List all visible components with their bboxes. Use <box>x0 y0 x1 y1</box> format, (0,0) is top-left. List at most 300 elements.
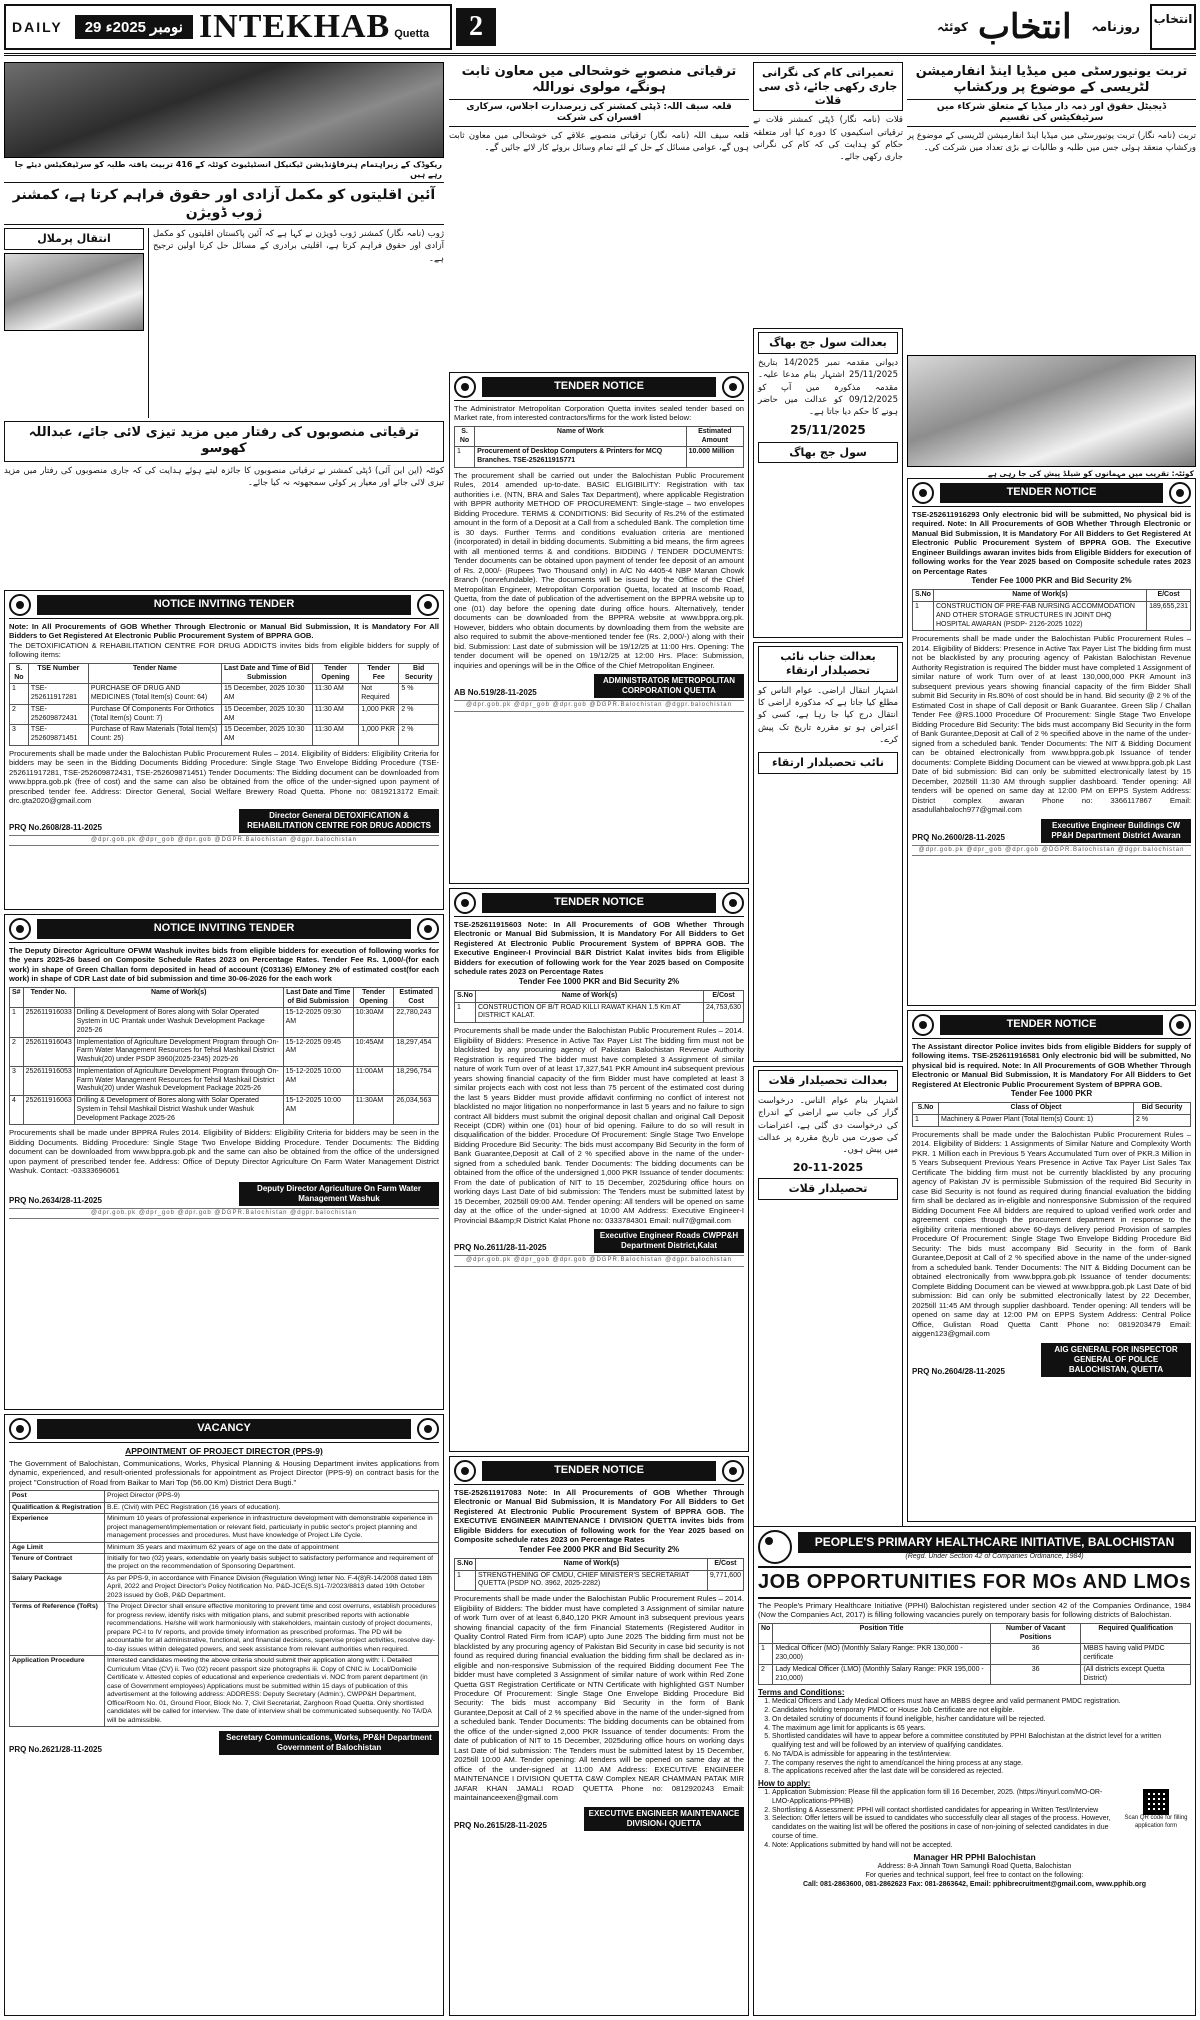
dept-seal-icon <box>1169 482 1191 504</box>
table-row <box>10 1502 439 1513</box>
graduation-photo <box>4 62 444 158</box>
ad-awaran-table <box>912 589 1191 631</box>
ad-vacancy-title: VACANCY <box>37 1419 411 1439</box>
ad-police-prq: PRQ No.2604/28-11-2025 <box>912 1366 1005 1376</box>
col2-news <box>449 62 749 368</box>
social-strip: @dpr.gob.pk @dpr_gob @dpr.gob @DGPR.Balochistan @dgpr.balochistan <box>454 700 744 712</box>
ad-awaran-sign: Executive Engineer Buildings CW PP&H Department District Awaran <box>1041 819 1191 843</box>
col-header: Name of Work <box>475 426 687 447</box>
pphi-terms-title: Terms and Conditions: <box>758 1688 845 1698</box>
table-cell: Lady Medical Officer (LMO) (Monthly Salary Range: PKR 195,000 - 210,000) <box>773 1664 990 1685</box>
ad-vacancy-head <box>9 1418 439 1443</box>
qr-code-icon[interactable] <box>1143 1789 1169 1815</box>
ad-vacancy-prq: PRQ No.2621/28-11-2025 <box>9 1745 102 1755</box>
pphi-apply-row <box>758 1789 1191 1850</box>
table-row <box>10 1037 439 1066</box>
pphi-org: PEOPLE'S PRIMARY HEALTHCARE INITIATIVE, BALOCHISTAN <box>798 1532 1191 1553</box>
table-cell: Interested candidates meeting the above criteria should submit their application along with: i. Detailed Curriculum Vitae (CV) ii. Two (02) recent passport size photographs iii. Copy of CNIC iv. Local/Domicile Certificate v. Attested copies of educational and experience credentials vi. NOC from parent department (in case of Government employees) Applications must be submitted within 15 days of publication of this advertisement at the following address: ADDRESS: Deputy Secretary (Admin:), CWPP&H Department, Office/Room No. 01, Ground Floor, Block No. 7, Civil Secretariat, Zarghoon Road Quetta. Only shortlisted candidates will be called for interview. The date of interview shall be communicated subsequently. No TA/DA will be admissible. <box>105 1656 439 1727</box>
col-header: E/Cost <box>707 1558 743 1570</box>
obituary-photo <box>4 253 144 331</box>
table-cell: 3 <box>10 1066 24 1095</box>
list-item: 2. Candidates holding temporary PMDC or House Job Certificate are not eligible. <box>772 1707 1191 1716</box>
col4-subhead: ڈیجیٹل حقوق اور ذمہ دار میڈیا کے متعلق شرکاء میں سرٹیفکیٹس کی تقسیم <box>907 100 1196 128</box>
ad-police-table <box>912 1102 1191 1127</box>
table-row <box>913 602 1191 631</box>
court2-text: اشتہار انتقال اراضی۔ عوام الناس کو مطلع کیا جاتا ہے کہ مذکورہ اراضی کا انتقال درج کیا جا رہا ہے، کسی کو اعتراض ہو تو مقررہ تاریخ تک پیش کرے۔ <box>758 685 898 745</box>
table-cell: 11:30 AM <box>312 725 358 746</box>
table-cell: 11:00AM <box>353 1066 394 1095</box>
table-cell: 18,297,454 <box>394 1037 439 1066</box>
table-cell: Project Director (PPS-9) <box>105 1491 439 1502</box>
ad-vacancy-intro: The Government of Balochistan, Communications, Works, Physical Planning & Housing Department invites applications from dynamic, experienced, and result-oriented professionals for appointment as Project Director (PPS-9) on contract basis for the project "Construction of Road from Baikar to Mari Top (56.00 Km) District Dera Bugti." <box>9 1458 439 1487</box>
pphi-title: JOB OPPORTUNITIES FOR MOs AND LMOs <box>758 1566 1191 1599</box>
ad-maint-prq: PRQ No.2615/28-11-2025 <box>454 1820 547 1830</box>
social-strip: @dpr.gob.pk @dpr_gob @dpr.gob @DGPR.Balochistan @dgpr.balochistan <box>454 1255 744 1267</box>
list-item: 5. Shortlisted candidates will have to appear before a committee constituted by PPHI Balochistan at the district level for a written qualifying test and will be followed by an interview of qualifying candidates. <box>772 1733 1191 1751</box>
col1-headline1: آئین اقلیتوں کو مکمل آزادی اور حقوق فراہم کرتا ہے، کمشنر ژوب ڈویژن <box>4 185 444 225</box>
ad-kalat <box>449 888 749 1452</box>
col-header: Tender Fee <box>359 663 399 684</box>
ad-maint <box>449 1456 749 2016</box>
table-cell: 1 <box>10 684 29 705</box>
table-cell: 11:30 AM <box>312 684 358 705</box>
pphi-header <box>758 1530 1191 1564</box>
table-row <box>10 1096 439 1125</box>
gob-seal-icon <box>912 482 934 504</box>
list-item: 1. Medical Officers and Lady Medical Officers must have an MBBS degree and valid permanent PMDC registration. <box>772 1698 1191 1707</box>
table-cell: 9,771,600 <box>707 1570 743 1591</box>
gob-seal-icon <box>912 1014 934 1036</box>
table-row <box>10 1542 439 1553</box>
col-header: Last Date and Time of Bid Submission <box>221 663 312 684</box>
table-cell: 15 December, 2025 10:30 AM <box>221 684 312 705</box>
col1-text2: کوئٹہ (این این آئی) ڈپٹی کمشنر نے ترقیاتی منصوبوں کا جائزہ لیتے ہوئے ہدایت کی کہ جاری منصوبوں کی رفتار میں مزید تیزی لائی جائے اور معیار پر کوئی سمجھوتہ نہ کیا جائے۔ <box>4 465 444 488</box>
ad-detox-head <box>9 594 439 619</box>
col2-subhead: قلعہ سیف اللہ: ڈپٹی کمشنر کی زیرصدارت اجلاس، سرکاری افسران کی شرکت <box>449 100 749 128</box>
table-cell: Minimum 35 years and maximum 62 years of age on the date of appointment <box>105 1542 439 1553</box>
col-header: S. No <box>10 663 29 684</box>
pphi-reg: (Regd. Under Section 42 of Companies Ordinance, 1984) <box>905 1553 1084 1561</box>
ceremony-photo <box>907 355 1196 467</box>
table-cell: 2 % <box>399 725 439 746</box>
ad-agri-intro: The Deputy Director Agriculture OFWM Washuk invites bids from eligible bidders for execution of following works for the years 2025-26 based on Composite Schedule Rates 2023 on Percentage Rates. Tender Fee Rs. 1,000/-(for each work) in shape of Green Challan form deposited in head of account (C03136) E/Money 2% of estimated cost(for each work) in shape of CDR Last date of bid submission and time 30-06-2026 for the each work <box>9 946 439 984</box>
dept-seal-icon <box>1169 1014 1191 1036</box>
table-cell: 11:30AM <box>353 1096 394 1125</box>
table-cell: 5 % <box>399 684 439 705</box>
ad-mcq <box>449 372 749 884</box>
col-header: Bid Security <box>399 663 439 684</box>
col-header: S.No <box>913 590 934 602</box>
col-header: Tender Name <box>88 663 221 684</box>
table-header <box>759 1623 1191 1644</box>
ad-maint-footer <box>454 1807 744 1831</box>
ad-kalat-intro: TSE-252611915603 Note: In All Procurements of GOB Whether Through Electronic or Manual Bid Submission, It is Mandatory For All Bidders to Get Registered At Electronic Public Procurement System of BPPRA GOB. The Executive Engineer-I Provincial B&R District Kalat invites bids from Eligible Bidders for execution of following work for the Year 2025 based on Composite schedule rates 2023 on Percentage Rates <box>454 920 744 977</box>
ad-vacancy <box>4 1414 444 2016</box>
ad-agri <box>4 914 444 1410</box>
table-cell: Salary Package <box>10 1573 105 1601</box>
ad-vacancy-subtitle: APPOINTMENT OF PROJECT DIRECTOR (PPS-9) <box>125 1446 323 1456</box>
social-strip: @dpr.gob.pk @dpr_gob @dpr.gob @DGPR.Balochistan @dgpr.balochistan <box>9 835 439 847</box>
court-notice-1 <box>753 328 903 638</box>
table-cell: 1 <box>10 1008 24 1037</box>
ad-police-body: Procurements shall be made under the Balochistan Public Procurement Rules – 2014. Eligibility of Bidders: 1 Assignments of Similar Nature and Complexity Worth PKR. 1 Million each in Previous 5 Years Accumulated Turn over of PKR.3 Million in 5 Years Subsequent Previous Years Presence in Active Tax Payer List Sales Tax Certificate The bidding firm must not be currently blacklisted by any procuring agency of Pakistan JV is permissible Submission of the required Bid Security in case Bid Security is not found as required during financial evaluation the bidding firm shall be declared as in-eligible and nonresponsive Submission of the required Bidding Document Fee All bidders are required to upload verified work order and agreement copies through the procurement department in response to the eligibility criteria mentioned above 60-days delivery period Provision of samples Procedure Of Procurement: Single Stage Two Envelope Bidding Procedure Bid Security: The bids must accompany Bid Security in the form of Bank Gurantee,Deposit at Call of 2 % specified above in the name of the under-signed from a scheduled bank. Tender Documents: The NIT & Bidding Document can be obtained electronically from www.bppra.gob.pk Issuance of tender documents: Complete Bidding Document can be viewed at www.bppra.gob.pk Last Date of bid submission: Bid can only be submitted electronically latest by 22 December, 2025till 11:45 AM through supplier dashboard. Tender opening: All tenders will be opened on same day at 12:00 PM on EPPS System Address: Central Police Office, Gulistan Road Quetta Cantt Phone no: 0819203479 Email: aiggen123@gmail.com <box>912 1129 1191 1339</box>
table-cell: 1 <box>455 447 475 468</box>
list-item: 6. No TA/DA is admissible for appearing in the test/interview. <box>772 1751 1191 1760</box>
social-strip: @dpr.gob.pk @dpr_gob @dpr.gob @DGPR.Balochistan @dgpr.balochistan <box>912 845 1191 857</box>
table-header <box>455 1558 744 1570</box>
col2-headline: ترقیاتی منصوبے خوشحالی میں معاون ثابت ہونگے، مولوی نوراللہ <box>449 62 749 100</box>
ad-vacancy-table <box>9 1490 439 1727</box>
masthead-logo: انتخاب <box>1150 4 1196 50</box>
table-cell: Purchase of Raw Materials (Total Item(s) Count: 25) <box>88 725 221 746</box>
ad-maint-intro: TSE-252611917083 Note: In All Procurements of GOB Whether Through Electronic or Manual Bid Submission, It is Mandatory For All Bidders to Get Registered At Electronic Public Procurement System of BPPRA GOB. The EXECUTIVE ENGINEER MAINTENANCE I DIVISION QUETTA invites bids from Eligible Bidders for execution of following work for the Year 2025 based on Composite schedule rates 2023 on Percentage Rates <box>454 1488 744 1545</box>
ad-awaran <box>907 478 1196 1006</box>
list-item: 1. Application Submission: Please fill the application form till 16 December, 2025. (https://tinyurl.com/MO-OR-LMO-Applications-PPHIB) <box>772 1789 1117 1807</box>
court3-sign: تحصیلدار قلات <box>758 1178 898 1200</box>
col-header: Required Qualification <box>1081 1623 1191 1644</box>
table-cell: STRENGTHENING OF CMDU, CHIEF MINISTER'S SECRETARIAT QUETTA (PSDP NO. 3962, 2025-2282) <box>475 1570 707 1591</box>
col-header: Name of Work(s) <box>475 1558 707 1570</box>
col3-news <box>753 62 903 1522</box>
table-cell: (All districts except Quetta District) <box>1081 1664 1191 1685</box>
pphi-intro: The People's Primary Healthcare Initiative (PPHI) Balochistan registered under section 42 of the Companies Ordinance, 1984 (Now the Companies Act, 2017) is filling following vacancies purely on temporary basis for following districts of Balochistan. <box>758 1601 1191 1620</box>
ad-maint-table <box>454 1558 744 1591</box>
ad-detox-body: Procurements shall be made under the Balochistan Public Procurement Rules – 2014. Eligibility of Bidders: Eligibility Criteria for bidders may be seen in the Bidding Documents Bidding Procedure: Single Stage Two Envelope Bidding Procedure (TSE-252611917281, TSE-252609872431, TSE-252609871451) Tender Documents: The Bidding document can be downloaded from www.bppra.gob.pk (free of cost) and the same can also be obtained from the office of the under-signed upon payment of prescribed tender fee. Address: Director General, Social Welfare Brewery Road Quetta. Phone no: 0819213172 Email: drc.gta2020@gmail.com <box>9 748 439 806</box>
ad-agri-table <box>9 987 439 1126</box>
ad-awaran-intro: TSE-252611916293 Only electronic bid will be submitted, No physical bid is required. Note: In All Procurements of GOB Whether Through Electronic or Manual Bid Submission, It is Mandatory For All Bidders to Get Registered At Electronic Public Procurement System of BPPRA GOB. The Executive Engineer Buildings awaran invites bids from Eligible Bidders for execution of following works for the Year 2025 based on Composite schedule rates 2023 on Percentage Rates <box>912 510 1191 576</box>
list-item: 3. On detailed scrutiny of documents if found ineligible, his/her candidature will be rejected. <box>772 1716 1191 1725</box>
table-row <box>455 1002 744 1023</box>
table-cell: Drilling & Development of Bores along with Solar Operated System in Tehsil Mashkail District Washuk under Washuk Development Package 2025-26 <box>74 1096 283 1125</box>
ad-agri-body: Procurements shall be made under BPPRA Rules 2014. Eligibility of Bidders: Eligibility Criteria for bidders may be seen in the Bidding Documents. Bidding Procedure: Single Stage Two Envelope Bidding Procedure. Tender Documents: The Bidding document can be downloaded from www.bppra.gob.pk and the same can also be obtained from the office of the undersigned upon payment of prescribed tender fee. Address: Office of Deputy Director Agriculture On Farm Water Management District Washuk. Contact: -03333696061 <box>9 1128 439 1176</box>
pphi-apply <box>758 1789 1117 1850</box>
court1-sign: سول جج بھاگ <box>758 442 898 464</box>
masthead-date: 29 نومبر 2025ء <box>75 15 193 39</box>
table-cell: 2 <box>759 1664 773 1685</box>
ad-pphi <box>753 1526 1196 2016</box>
col-header: Position Title <box>773 1623 990 1644</box>
table-cell: Application Procedure <box>10 1656 105 1727</box>
ad-mcq-prq: AB No.519/28-11-2025 <box>454 688 537 698</box>
table-header <box>10 987 439 1008</box>
table-cell: 1 <box>759 1644 773 1665</box>
table-cell: 15-12-2025 10:00 AM <box>283 1096 353 1125</box>
gob-seal-icon <box>9 1418 31 1440</box>
ad-mcq-head <box>454 376 744 401</box>
pphi-sign: Manager HR PPHI Balochistan <box>913 1852 1036 1863</box>
table-cell: 18,296,754 <box>394 1066 439 1095</box>
col4-headline: تربت یونیورسٹی میں میڈیا اینڈ انفارمیشن لٹریسی کے موضوع پر ورکشاپ <box>907 62 1196 100</box>
table-row <box>10 725 439 746</box>
masthead-urdu <box>500 4 1196 50</box>
table-cell: 252611916053 <box>23 1066 74 1095</box>
col-header: Last Date and Time of Bid Submission <box>283 987 353 1008</box>
table-cell: Drilling & Development of Bores along with Solar Operated System in UC Prantak under Washuk Development Package 2025-26 <box>74 1008 283 1037</box>
table-cell: 15 December, 2025 10:30 AM <box>221 704 312 725</box>
court1-date: 25/11/2025 <box>790 422 866 437</box>
table-header <box>913 590 1191 602</box>
table-cell: The Project Director shall ensure effective monitoring to prevent time and cost overruns, establish procedures for progress review, identify risks with mitigation plans, and submit prescribed reports with actionable recommendations. He/she will work harmoniously with stakeholders, maintain custody of project documents, prepare PC-I to IV reports, and provide timely information as prescribed proformas. The PD will be accountable for all administrative, functional, and financial decisions, supervise project activities, resolve day-to-day issues within delegated powers, and seek assistance from relevant authorities when required. <box>105 1602 439 1656</box>
table-cell: Initially for two (02) years, extendable on yearly basis subject to satisfactory performance and requirement of the project on the recommendation of Sponsoring Department. <box>105 1553 439 1573</box>
table-cell: Not Required <box>359 684 399 705</box>
gob-seal-icon <box>9 918 31 940</box>
table-cell: 10:45AM <box>353 1037 394 1066</box>
col-header: Class of Object <box>939 1103 1134 1115</box>
ad-agri-prq: PRQ No.2634/28-11-2025 <box>9 1195 102 1205</box>
table-cell: CONSTRUCTION OF B/T ROAD KILLI RAWAT KHAN 1.5 Km AT DISTRICT KALAT. <box>475 1002 703 1023</box>
ad-awaran-prq: PRQ No.2600/28-11-2025 <box>912 832 1005 842</box>
table-row <box>10 1656 439 1727</box>
table-row <box>759 1644 1191 1665</box>
table-cell: CONSTRUCTION OF PRE-FAB NURSING ACCOMMODATION AND OTHER STORAGE STRUCTURES IN JOINT DHQ HOSPITAL AWARAN (PSDP- 2126-2025 1022) <box>933 602 1146 631</box>
table-header <box>455 990 744 1002</box>
table-cell: 36 <box>990 1644 1081 1665</box>
dept-seal-icon <box>417 594 439 616</box>
list-item: 3. Selection: Offer letters will be issued to candidates who successfully clear all stages of the process. However, candidates on the waiting list will be offered the positions in case of non-joining of selected candidates in due course of time. <box>772 1815 1117 1841</box>
pphi-logo-icon <box>758 1530 792 1564</box>
dept-seal-icon <box>417 1418 439 1440</box>
ad-agri-head <box>9 918 439 943</box>
ad-kalat-head <box>454 892 744 917</box>
table-row <box>10 1491 439 1502</box>
ad-awaran-head <box>912 482 1191 507</box>
table-header <box>913 1103 1191 1115</box>
court3-text: اشتہار بنام عوام الناس۔ درخواست گزار کی جانب سے اراضی کے اندراج کی درخواست دی گئی ہے، اعتراضات کی صورت میں تاریخ مقررہ پر عدالت میں پیش ہوں۔ <box>758 1096 898 1156</box>
table-cell: Minimum 10 years of professional experience in infrastructure development with demonstrable experience in project management/implementation or relevant field, particularly in public sector's project planning and management processes and procedures. Must have knowledge of Project Life Cycle. <box>105 1514 439 1542</box>
list-item: 2. Shortlisting & Assessment: PPHI will contact shortlisted candidates for appearing in Written Test/Interview <box>772 1807 1117 1816</box>
col-header: Name of Work(s) <box>475 990 703 1002</box>
ad-kalat-body: Procurements shall be made under the Balochistan Public Procurement Rules – 2014. Eligibility of Bidders: Presence in Active Tax Payer List The bidding firm must not be blacklisted by any procuring agency of Pakistan Balochistan Revenue Authority Registration is required The bidder must have completed 3 Assignment of similar nature of work Turn over of at least 17,327,541 PKR Amount in4 subsequent previous years showing financial capacity of the firm Bidder must have completed at least 3 similar projects each with cost not less than 75 percent of the estimated cost during the last 5 years Bidder must provide affidavit confirming no conflict of interest not blacklisted no major litigation no nonperformance in last 5 years and no failure to sign contract All bidders must submit the original deposit challan and original Call Deposit Receipt (CDR) within one (01) hour of bid opening. Failure to do so will result in disqualification of the bidder. Procedure Of Procurement: Single Stage Two Envelope Bidding Procedure Bid Security: The bids must accompany Bid Security in the form of Bank Guarantee,Deposit at Call of 2 % specified above in the name of the under-signed from a scheduled bank. Tender Documents: The bidding documents can be obtained from the office of the undersigned 1,000 PKR Issuance of tender documents: From the date of publication of NIT to 15 December, 2025during office hours on working days Last Date of bid submission: The Tenders must be submitted latest by 15 December, 2025till 09:00 AM. Tender opening: All tenders will be opened on same day at the office of the under-signed at 10:00 AM Address: Executive Engineer-I Provincial B&amp;R District Kalat Phone no: 0333784301 Email: null7@gmail.com <box>454 1026 744 1225</box>
ad-detox-title: NOTICE INVITING TENDER <box>37 595 411 615</box>
gob-seal-icon <box>9 594 31 616</box>
table-row <box>10 704 439 725</box>
table-cell: Post <box>10 1491 105 1502</box>
table-cell: 252611916043 <box>23 1037 74 1066</box>
ad-police-sign: AIG GENERAL FOR INSPECTOR GENERAL OF POLICE BALOCHISTAN, QUETTA <box>1041 1343 1191 1377</box>
col-header: Name of Work(s) <box>933 590 1146 602</box>
table-cell: 252611916063 <box>23 1096 74 1125</box>
pphi-apply-title: How to apply: <box>758 1779 811 1789</box>
table-cell: Qualification & Registration <box>10 1502 105 1513</box>
table-cell: 15 December, 2025 10:30 AM <box>221 725 312 746</box>
ad-vacancy-footer <box>9 1731 439 1755</box>
table-row <box>10 1602 439 1656</box>
masthead-urdu-daily: روزنامہ <box>1091 19 1140 35</box>
list-item: 7. The company reserves the right to amend/cancel the hiring process at any stage. <box>772 1760 1191 1769</box>
table-cell: PURCHASE OF DRUG AND MEDICINES (Total Item(s) Count: 64) <box>88 684 221 705</box>
table-cell: TSE-252609871451 <box>28 725 88 746</box>
col3-text: قلات (نامہ نگار) ڈپٹی کمشنر قلات نے ترقیاتی اسکیموں کا دورہ کیا اور متعلقہ حکام کو ہدایت کی کہ کام کی نگرانی جاری رکھی جائے۔ <box>753 115 903 163</box>
obituary <box>4 228 144 418</box>
table-cell: 15-12-2025 09:30 AM <box>283 1008 353 1037</box>
court-notice-2 <box>753 642 903 1062</box>
table-cell: 1,000 PKR <box>359 704 399 725</box>
col-header: Tender Opening <box>312 663 358 684</box>
col1-headline2: ترقیاتی منصوبوں کی رفتار میں مزید تیزی لائی جائے، عبداللہ کھوسو <box>4 421 444 462</box>
col-header: Number of Vacant Positions <box>990 1623 1081 1644</box>
court1-title: بعدالت سول جج بھاگ <box>758 332 898 354</box>
ad-detox-intro: Note: In All Procurements of GOB Whether Through Electronic or Manual Bid Submission, It is Mandatory For All Bidders to Get Registered At Electronic Public Procurement System of BPPRA GOB. <box>9 622 439 641</box>
table-cell: Machinery & Power Plant (Total Item(s) Count: 1) <box>939 1115 1134 1127</box>
table-cell: 4 <box>10 1096 24 1125</box>
col-header: E/Cost <box>1147 590 1191 602</box>
court3-date: 20-11-2025 <box>792 1160 864 1174</box>
pphi-phones: Call: 081-2863600, 081-2862623 Fax: 081-2863642, Email: pphibrecruitment@gmail.com, www.pphib.org <box>802 1880 1147 1888</box>
col4-text: تربت (نامہ نگار) تربت یونیورسٹی میں میڈیا اینڈ انفارمیشن لٹریسی کے موضوع پر ورکشاپ منعقد ہوئی جس میں طلبہ و طالبات نے بڑی تعداد میں شرکت کی۔ <box>907 131 1196 154</box>
table-cell: 189,655,231 <box>1147 602 1191 631</box>
table-cell: 36 <box>990 1664 1081 1685</box>
ad-maint-sign: EXECUTIVE ENGINEER MAINTENANCE DIVISION-I QUETTA <box>584 1807 744 1831</box>
ad-detox-table <box>9 663 439 746</box>
list-item: 4. The maximum age limit for applicants is 65 years. <box>772 1725 1191 1734</box>
col-header: Bid Security <box>1134 1103 1191 1115</box>
col-header: TSE Number <box>28 663 88 684</box>
table-cell: 24,753,630 <box>703 1002 743 1023</box>
col3-headline: تعمیراتی کام کی نگرانی جاری رکھی جائے، ڈی سی قلات <box>753 62 903 111</box>
table-cell: 15-12-2025 10:00 AM <box>283 1066 353 1095</box>
col1-text1: ژوب (نامہ نگار) کمشنر ژوب ڈویژن نے کہا ہے کہ آئین پاکستان اقلیتوں کو مکمل آزادی اور حقوق فراہم کرتا ہے، اقلیتی برادری کے مسائل حل کرنا اولین ترجیح ہے۔ <box>148 228 444 418</box>
ad-awaran-title: TENDER NOTICE <box>940 483 1163 503</box>
dept-seal-icon <box>722 892 744 914</box>
ad-detox-prq: PRQ No.2608/28-11-2025 <box>9 822 102 832</box>
ad-kalat-sign: Executive Engineer Roads CWPP&H Department District,Kalat <box>594 1229 744 1253</box>
dept-seal-icon <box>417 918 439 940</box>
col-header: S.No <box>455 990 476 1002</box>
table-cell: MBBS having valid PMDC certificate <box>1081 1644 1191 1665</box>
table-cell: Terms of Reference (ToRs) <box>10 1602 105 1656</box>
table-cell: 10:30AM <box>353 1008 394 1037</box>
table-cell: TSE-252611917281 <box>28 684 88 705</box>
list-item: 4. Note: Applications submitted by hand will not be accepted. <box>772 1842 1117 1851</box>
ad-police-intro: The Assistant director Police invites bids from eligible Bidders for supply of following items. TSE-252611916581 Only electronic bid will be submitted, No physical bid is required. Note: In All Procurements of GOB Whether Through Electronic or Manual Bid Submission, It is Mandatory For All Bidders to Get Registered At Electronic Public Procurement System of BPPRA GOB. <box>912 1042 1191 1089</box>
ad-police <box>907 1010 1196 1522</box>
pphi-contact: For queries and technical support, feel free to contact on the following: <box>865 1871 1084 1879</box>
ad-kalat-fee: Tender Fee 1000 PKR and Bid Security 2% <box>518 976 680 986</box>
ad-detox-sign: Director General DETOXIFICATION & REHABILITATION CENTRE FOR DRUG ADDICTS <box>239 809 439 833</box>
table-cell: 3 <box>10 725 29 746</box>
table-cell: 1 <box>455 1002 476 1023</box>
court2-sign: نائب تحصیلدار ارتقاء <box>758 752 898 774</box>
masthead-urdu-city: کوئٹہ <box>937 20 969 34</box>
table-row <box>455 447 744 468</box>
col-header: Name of Work(s) <box>74 987 283 1008</box>
ad-mcq-sign: ADMINISTRATOR METROPOLITAN CORPORATION QUETTA <box>594 674 744 698</box>
table-cell: 10.000 Million <box>686 447 743 468</box>
table-row <box>10 1553 439 1573</box>
gob-seal-icon <box>454 1460 476 1482</box>
ad-detox-intro2: The DETOXIFICATION & REHABILITATION CENTRE FOR DRUG ADDICTS invites bids from eligible bidders for supply of following items: <box>9 640 439 660</box>
col2-text: قلعہ سیف اللہ (نامہ نگار) ترقیاتی منصوبے علاقے کی خوشحالی میں معاون ثابت ہوں گے، عوامی مسائل کے حل کے لئے تمام وسائل بروئے کار لائے جائیں گے۔ <box>449 131 749 154</box>
ad-agri-footer <box>9 1182 439 1206</box>
dept-seal-icon <box>722 1460 744 1482</box>
ad-mcq-table <box>454 426 744 468</box>
pphi-table <box>758 1623 1191 1686</box>
table-cell: 15-12-2025 09:45 AM <box>283 1037 353 1066</box>
table-cell: Procurement of Desktop Computers & Printers for MCQ Branches. TSE-252611915771 <box>475 447 687 468</box>
ad-mcq-footer <box>454 674 744 698</box>
ad-police-head <box>912 1014 1191 1039</box>
table-cell: Medical Officer (MO) (Monthly Salary Range: PKR 130,000 - 230,000) <box>773 1644 990 1665</box>
table-row <box>10 1573 439 1601</box>
ad-maint-fee: Tender Fee 2000 PKR and Bid Security 2% <box>518 1544 680 1554</box>
masthead <box>4 2 1196 56</box>
court1-text: دیوانی مقدمہ نمبر 14/2025 بتاریخ 25/11/2025 اشتہار بنام مدعا علیہ۔ مقدمہ مذکورہ میں آپ کو 09/12/2025 کو عدالت میں حاضر ہونے کا حکم دیا جاتا ہے۔ <box>758 358 898 418</box>
table-cell: Purchase Of Components For Orthotics (Total Item(s) Count: 7) <box>88 704 221 725</box>
masthead-urdu-name: انتخاب <box>978 7 1072 47</box>
ad-police-title: TENDER NOTICE <box>940 1015 1163 1035</box>
ad-kalat-prq: PRQ No.2611/28-11-2025 <box>454 1243 547 1253</box>
pphi-qr-text: Scan QR code for filling application form <box>1124 1815 1188 1829</box>
pphi-org-block <box>798 1532 1191 1562</box>
col4-news <box>907 62 1196 478</box>
col-header: S.No <box>913 1103 939 1115</box>
table-cell: As per PPS-9, in accordance with Finance Division (Regulation Wing) letter No. F-4(8)R-14/2008 dated 18th April, 2022 and Project Director's Policy Notification No. P&D-JCE(S.S)1-7/2023/8813 dated 19th October 2023 issued by GoB, P&D Department. <box>105 1573 439 1601</box>
table-cell: 1 <box>913 602 934 631</box>
table-cell: 252611916033 <box>23 1008 74 1037</box>
table-header <box>455 426 744 447</box>
col1-row <box>4 228 444 418</box>
ad-mcq-intro: The Administrator Metropolitan Corporation Quetta invites sealed tender based on Market rate, from interested contractors/firms for the work listed below: <box>454 404 744 423</box>
ad-awaran-body: Procurements shall be made under the Balochistan Public Procurement Rules – 2014. Eligibility of Bidders: Presence in Active Tax Payer List The bidding firm must not be blacklisted by any procuring agency of Pakistan Balochistan Revenue Authority Registration is required The bidder must have completed 1 Assignment of similar nature of work Turn over of at least 130,000,000 PKR Amount in3 subsequent previous years showing financial capacity of the firm Bidder Shall submit Bid Security in Rs.80% of cost should be in hand. Bid security @ 2 % of the Estimated Cost in shape of Call deposit or Bank Guarantee. Green Slip / Challan Tender Fee @RS.1000 Procedure Of Procurement: Single Stage Two Envelope Bidding Procedure Bid Security: The bids must accompany Bid Security in the form of Bank Gurantee,Deposit at Call of 2 % specified above in the name of the under-signed from a scheduled bank. Tender Documents: The NIT & Bidding Document can be obtained electronically from www.bppra.gob.pk Issuance of tender documents: Complete Bidding Document can be viewed at www.bppra.gob.pk Last Date of bid submission: Bid can only be submitted electronically latest by 15 December, 2025till 11:30 AM through supplier dashboard. Tender opening: All tenders will be opened on same day at 12:00 PM on EPPS System Address: District complex awaran Phone no: 3366117867 Email: asadullahbaloch977@gmail.com <box>912 634 1191 815</box>
table-cell: 1,000 PKR <box>359 725 399 746</box>
table-cell: 1 <box>913 1115 939 1127</box>
ad-mcq-body: The procurement shall be carried out under the Balochistan Public Procurement Rules, 2014 amended up-to-date. BASIC ELIGIBILITY: Registration with tax authorities i.e. (NTN, BRA and Sales Tax Department), where applicable Registration with BPPR authority METHOD OF PROCUREMENT: Single-stage – two envelopes Bidding Procedure. TERMS & CONDITIONS: Bid Security of Rs.2% of the estimated amount in the form of a Deposit at a Call from a scheduled Bank. The completion time is 30 days. Further Terms and conditions evaluation criteria are mentioned (incorporated) in detail in bidding documents. Submitting a bid means, the firm agrees with all mentioned terms & and conditions. BIDDING / TENDER DOCUMENTS: Tender documents can be obtained upon payment of tender fee deposit of an amount of Rs. 2,000/- (Rupees Two Thousand only) in A/C No 4405-4 NBP Manan Chowk Branch (nonrefundable). The documents will be issued by the Office of the Chief Metropolitan Engineer, Metropolitan Corporation Quetta, located at Inscomb Road, Quetta, from the date of publication of the advertisement on the BPPRA website up to one (01) day before the opening date during office hours. Alternatively, tender documents can be downloaded from the BPPRA website at www.bppra.org.pk. However, bidders who obtain documents by downloading them from the website are also required to submit the above-mentioned tender fee (Rs. 2,000/-) along with their bid. Submission: Last date of submission will be 19/12/25 at 11:00 Hrs. Opening: The tender document will be opened on 19/12/25 at 12:00 Hrs. Place: Submission, inquiries and openings will be in the Office of the Chief Metropolitan Engineer. <box>454 470 744 670</box>
col-header: Tender No. <box>23 987 74 1008</box>
col-header: Estimated Amount <box>686 426 743 447</box>
table-row <box>10 1066 439 1095</box>
ad-awaran-fee: Tender Fee 1000 PKR and Bid Security 2% <box>971 576 1132 586</box>
ceremony-caption: کوئٹہ: تقریب میں مہمانوں کو شیلڈ پیش کی جا رہی ہے <box>988 469 1194 478</box>
table-header <box>10 663 439 684</box>
table-cell: Implementation of Agriculture Development Program through On-Farm Water Management Resources for Tehsil Mashkail District Washuk(20) under Washuk Development Package 2025-26 <box>74 1066 283 1095</box>
table-row <box>759 1664 1191 1685</box>
table-cell: Age Limit <box>10 1542 105 1553</box>
ad-kalat-title: TENDER NOTICE <box>482 893 716 913</box>
masthead-english <box>4 4 452 50</box>
col-header: Estimated Cost <box>394 987 439 1008</box>
ad-detox <box>4 590 444 910</box>
graduation-caption: ریکوڈک کے زیراہتمام ہنرفاؤنڈیشن ٹیکنیکل انسٹیٹیوٹ کوئٹہ کے 416 تربیت یافتہ طلبہ کو سرٹیفکیٹس دیئے جا رہے ہیں <box>4 158 444 183</box>
table-row <box>10 1514 439 1542</box>
court3-title: بعدالت تحصیلدار قلات <box>758 1070 898 1092</box>
court-notice-3 <box>753 1066 903 1536</box>
gob-seal-icon <box>454 892 476 914</box>
ad-maint-head <box>454 1460 744 1485</box>
ad-awaran-footer <box>912 819 1191 843</box>
col-header: S. No <box>455 426 475 447</box>
masthead-name: INTEKHAB <box>198 8 391 45</box>
ad-vacancy-sign: Secretary Communications, Works, PP&H Department Government of Balochistan <box>219 1731 439 1755</box>
table-cell: Implementation of Agriculture Development Program through On-Farm Water Management Resources for Tehsil Mashkail District Washuk(20) under PSDP 3960(2025-2345) 2025-26 <box>74 1037 283 1066</box>
table-cell: Tenure of Contract <box>10 1553 105 1573</box>
table-row <box>10 1008 439 1037</box>
table-row <box>455 1570 744 1591</box>
table-row <box>10 684 439 705</box>
gob-seal-icon <box>454 376 476 398</box>
col-header: S# <box>10 987 24 1008</box>
court2-title: بعدالت جناب نائب تحصیلدار ارتقاء <box>758 646 898 682</box>
ad-mcq-title: TENDER NOTICE <box>482 377 716 397</box>
list-item: 8. The applications received after the last date will be considered as rejected. <box>772 1768 1191 1777</box>
table-cell: 2 % <box>399 704 439 725</box>
page-number: 2 <box>456 8 496 46</box>
col1-news <box>4 62 444 586</box>
ad-maint-title: TENDER NOTICE <box>482 1461 716 1481</box>
table-cell: 11:30 AM <box>312 704 358 725</box>
table-cell: 2 <box>10 1037 24 1066</box>
table-cell: 2 % <box>1134 1115 1191 1127</box>
ad-kalat-footer <box>454 1229 744 1253</box>
